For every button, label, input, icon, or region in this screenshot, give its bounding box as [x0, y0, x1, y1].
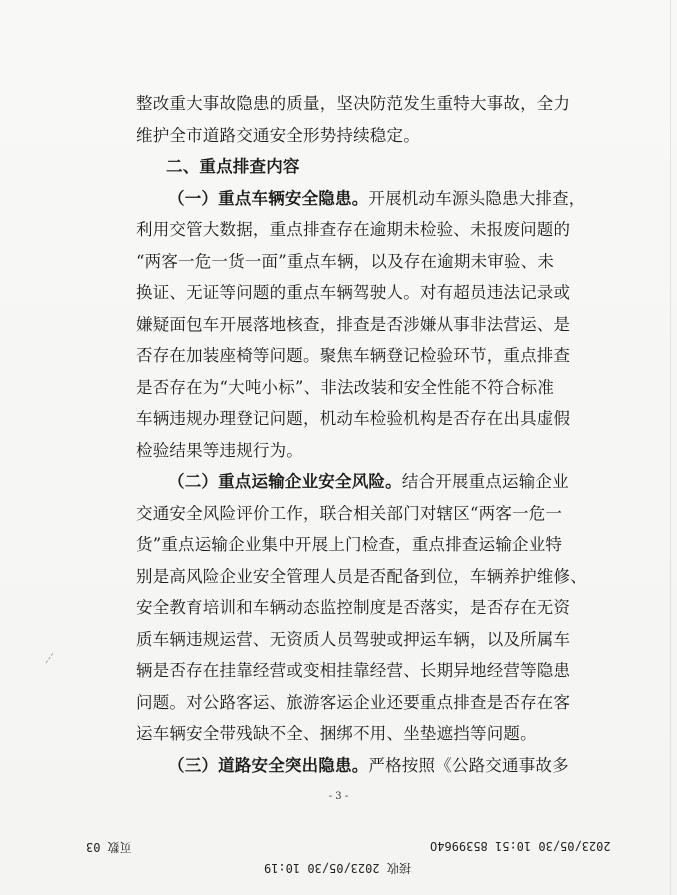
text-line-8: 嫌疑面包车开展落地核查，排查是否涉嫌从事非法营运、是 [136, 314, 571, 334]
page-edge-line [670, 0, 671, 895]
text-line-18: 质车辆违规运营、无资质人员驾驶或押运车辆，以及所属车 [136, 629, 571, 649]
text-line-13-rest: 结合开展重点运输企业 [401, 472, 569, 491]
text-line-19: 辆是否存在挂靠经营或变相挂靠经营、长期异地经营等隐患 [136, 661, 571, 680]
fax-timestamp: 2023/05/30 10:51 8539964O [430, 839, 611, 853]
text-line-22 [136, 750, 569, 782]
subheading-1: （一）重点车辆安全隐患。 [168, 188, 369, 208]
text-line-4-rest: 开展机动车源头隐患大排查， [368, 188, 586, 208]
text-line-17: 安全教育培训和车辆动态监控制度是否落实，是否存在无资 [136, 598, 571, 617]
section-heading: 二、重点排查内容 [166, 157, 300, 176]
text-line-15: 货”重点运输企业集中开展上门检查，重点排查运输企业特 [136, 535, 563, 554]
text-line-12: 检验结果等违规行为。 [136, 440, 303, 460]
text-line-6: “两客一危一货一面”重点车辆，以及存在逾期未审验、未 [136, 251, 555, 271]
text-line-1: 整改重大事故隐患的质量，坚决防范发生重特大事故，全力 [136, 94, 571, 113]
subheading-2: （二）重点运输企业安全风险。 [168, 472, 402, 491]
text-line-13 [136, 466, 569, 498]
text-line-4 [136, 183, 586, 215]
page-number: - 3 - [328, 791, 349, 802]
fax-receive-stamp: 接收 2023/05/30 10:19 [264, 861, 411, 875]
text-line-2: 维护全市道路交通安全形势持续稳定。 [136, 125, 420, 145]
fax-header [0, 833, 677, 863]
text-line-10: 是否存在为“大吨小标”、非法改装和安全性能不符合标准 [136, 377, 555, 397]
text-line-7: 换证、无证等问题的重点车辆驾驶人。对有超员违法记录或 [136, 283, 571, 302]
text-line-16: 别是高风险企业安全管理人员是否配备到位，车辆养护维修、 [136, 566, 587, 586]
fax-page-count: 页数 03 [86, 840, 132, 854]
subheading-3: （三）道路安全突出隐患。 [168, 755, 369, 775]
pen-mark [46, 653, 62, 669]
text-line-5: 利用交管大数据，重点排查存在逾期未检验、未报废问题的 [136, 220, 571, 239]
text-line-22-rest: 严格按照《公路交通事故多 [368, 755, 569, 775]
text-line-20: 问题。对公路客运、旅游客运企业还要重点排查是否存在客 [136, 692, 571, 712]
text-line-21: 运车辆安全带残缺不全、捆绑不用、坐垫遮挡等问题。 [136, 724, 537, 743]
document-body [136, 88, 587, 781]
text-line-9: 否存在加装座椅等问题。聚焦车辆登记检验环节，重点排查 [136, 346, 571, 365]
text-line-11: 车辆违规办理登记问题，机动车检验机构是否存在出具虚假 [136, 409, 571, 428]
text-line-14: 交通安全风险评价工作，联合相关部门对辖区“两客一危一 [136, 503, 563, 523]
